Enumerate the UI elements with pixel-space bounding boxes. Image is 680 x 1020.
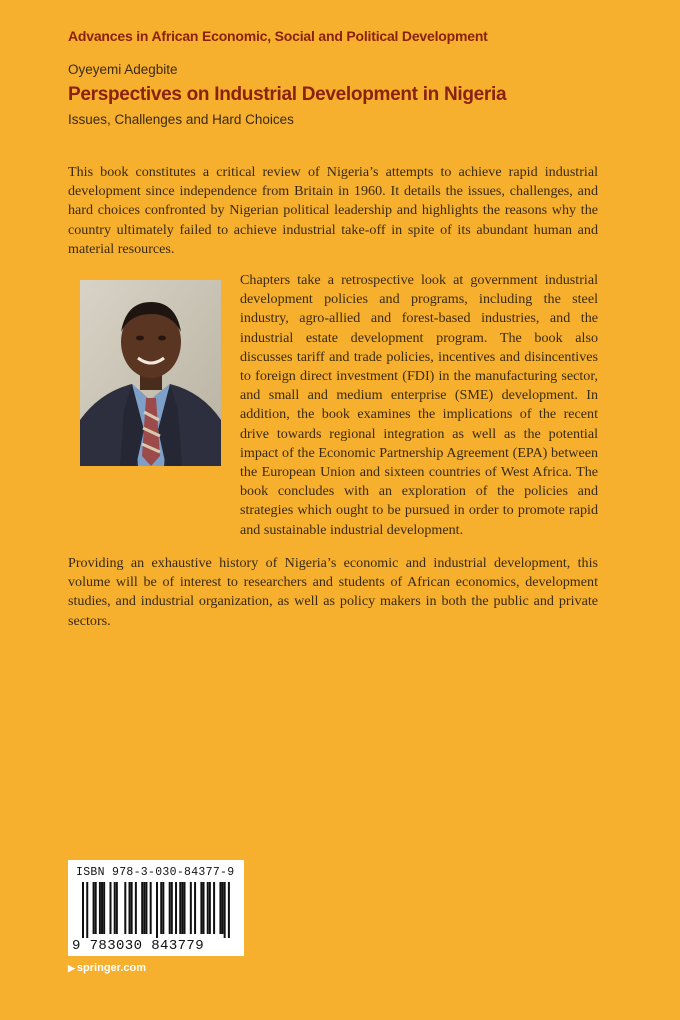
barcode [82, 882, 230, 938]
isbn-label: ISBN 978-3-030-84377-9 [76, 866, 235, 879]
publisher-link[interactable] [68, 962, 146, 974]
barcode-digits: 9 783030 843779 [72, 938, 205, 954]
series-title: Advances in African Economic, Social and Political Development [68, 28, 488, 44]
description-paragraph-3: Providing an exhaustive history of Nigeria’s economic and industrial development, this volume will be of interest to researchers and students of African economics, development studies, and industrial organization, as well as policy makers in both the public and private sectors. [68, 555, 598, 629]
isbn-barcode-box [68, 860, 244, 956]
publisher-site: springer.com [76, 962, 146, 974]
arrow-icon: ▶ [68, 963, 75, 973]
book-title: Perspectives on Industrial Development in Nigeria [68, 84, 507, 105]
book-subtitle: Issues, Challenges and Hard Choices [68, 112, 294, 127]
description-paragraph-2: Chapters take a retrospective look at government industrial development policies and programs, including the steel industry, agro-allied and forest-based industries, and the industrial estate development program. The book also discusses tariff and trade policies, incentives and disincentives to foreign direct investment (FDI) in the manufacturing sector, and small and medium enterprise (SME) development. In addition, the book examines the implications of the recent drive towards regional integration as well as the potential impact of the Economic Partnership Agreement (EPA) between the European Union and sixteen countries of West Africa. The book concludes with an exploration of the policies and strategies which ought to be pursued in order to promote rapid and sustainable industrial development. [240, 272, 598, 538]
author-photo [80, 280, 221, 466]
description-paragraph-1: This book constitutes a critical review of Nigeria’s attempts to achieve rapid industrial development since independence from Britain in 1960. It details the issues, challenges, and hard choices confronted by Nigerian political leadership and highlights the reasons why the country ultimately failed to achieve industrial take-off in spite of its abundant human and material resources. [68, 164, 598, 257]
author-name: Oyeyemi Adegbite [68, 62, 178, 77]
